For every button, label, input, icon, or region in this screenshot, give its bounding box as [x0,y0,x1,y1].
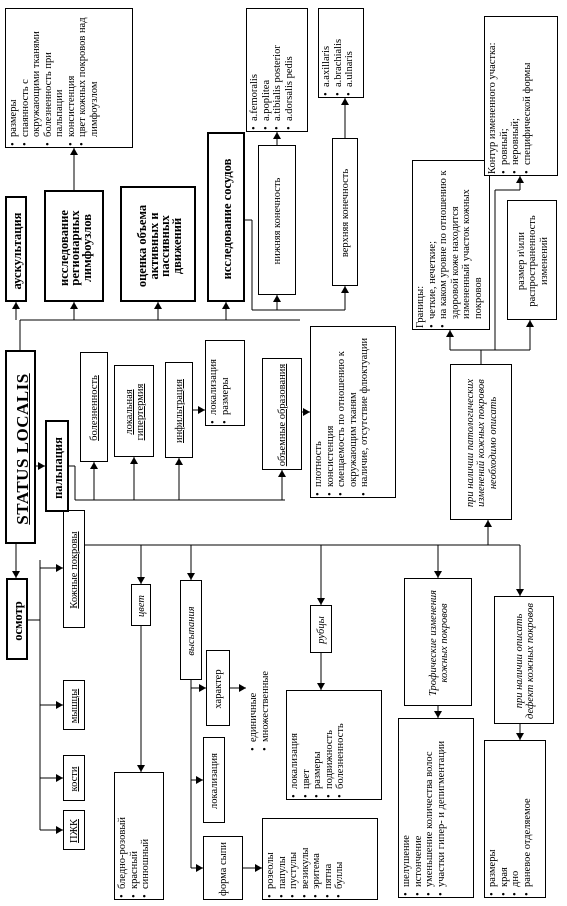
defekt-item: • раневое отделяемое [522,744,534,896]
kharakter-item: • множественные [260,653,272,751]
kharakter-items-box [246,650,284,754]
kharakter-label: характер [213,669,225,709]
nizhnyaya-artery-item: • a.femoralis [249,12,261,130]
forma-items [265,822,346,898]
troficheskie-items-box [398,718,474,898]
nizhnyaya-items-box [246,8,308,132]
limfouzly-item: • цвет кожных покровов над лимфоузлом [77,12,100,146]
troficheskie-label: Трофические изменения кожных покровов [427,589,450,697]
gipertermiya-label: локальная гипертермия [123,383,146,441]
bolez-label: болезненность [89,375,101,441]
troficheskie-box [404,578,472,706]
sosudy-label: исследование сосудов [220,158,235,280]
verkhnyaya-artery-item: • a.brachialis [333,12,345,96]
forma-item: • эритема [311,822,323,898]
vysypaniya-box [180,580,202,680]
rubtsy-item: • размеры [312,694,324,798]
kontur-item: • ровный; [499,20,511,174]
verkhnyaya-items [321,12,356,96]
patologicheskie-box [450,364,512,520]
gipertermiya-box [114,365,154,457]
limfouzly-items [8,12,100,146]
granitsy-item: • четкие, нечеткие; [427,164,439,328]
myshtsy-label: мышцы [69,688,81,724]
sosudy-box [207,132,245,302]
kontur-title: Контур измененного участка: [487,42,498,174]
infiltratsiya-items [208,344,231,424]
bolez-box [80,352,108,462]
limfouzly-item: • консистенция [66,12,78,146]
dvizheniya-label: оценка объема активных и пассивных движений [135,204,184,288]
verkhnyaya-box [332,138,358,286]
infiltratsiya-box [165,362,193,458]
infiltratsiya-item: • размеры [220,344,232,424]
palpatsiya-label: пальпация [51,437,66,499]
nizhnyaya-artery-item: • a.poplitea [261,12,273,130]
forma-box [203,836,243,900]
obemnye-item: • смещаемость по отношению к окружающим тканям [336,330,359,496]
auskultatsiya-label: аускультация [10,212,25,290]
limfouzly-items-box [5,8,133,148]
granitsy-box [412,160,490,330]
tsvet-items-box [114,772,164,900]
kosti-label: кости [69,766,81,792]
obemnye-item: • плотность [313,330,325,496]
defekt-items-box [484,740,546,898]
defekt-label: при наличии описать дефект кожных покровов [513,603,536,719]
tsvet-item: • бледно-розовый [117,776,129,898]
kontur-box [484,16,558,176]
vysypaniya-label: высыпания [186,606,198,656]
obemnye-label: объемные образования [277,363,289,467]
forma-item: • везикулы [300,822,312,898]
skin-box [63,510,85,628]
granitsy-item: • на каком уровне по отношению к здоровой коже находится измененный участок кожных покровов [438,164,484,328]
status-localis-title: STATUS LOCALIS [12,373,32,525]
dvizheniya-box [120,186,196,302]
troficheskie-item: • шелушение [401,722,413,896]
kontur-item: • специфической формы [522,20,534,174]
vys-lokalizatsiya-label: локализация [209,753,221,809]
pzhk-label: ПЖК [69,819,81,843]
defekt-items [487,744,533,896]
patologicheskie-label: при наличии патологических изменений кожных покровов необходимо описать [464,378,499,508]
kharakter-item: • единичные [248,653,260,751]
limfouzly-box [44,190,104,302]
troficheskie-items [401,722,447,896]
rubtsy-items-box [286,690,382,800]
forma-item: • буллы [334,822,346,898]
limfouzly-label: исследование регионарных лимфоузлов [56,210,94,286]
rubtsy-label: рубцы [316,616,328,644]
forma-item: • пустулы [288,822,300,898]
rubtsy-box [310,605,332,653]
rubtsy-item: • цвет [301,694,313,798]
tsvet-item: • красный [129,776,141,898]
infiltratsiya-item: • локализация [208,344,220,424]
rubtsy-item: • локализация [289,694,301,798]
kontur-items [499,20,534,174]
defekt-item: • края [499,744,511,896]
defekt-item: • дно [510,744,522,896]
vys-lokalizatsiya-box [203,737,225,823]
obemnye-item: • консистенция [325,330,337,496]
kontur-item: • неровный; [510,20,522,174]
obemnye-items-box [310,326,396,498]
troficheskie-item: • участки гипер- и депигментации [436,722,448,896]
razmer-label: размер и\или распространенность изменений [515,215,550,307]
granitsy-items [427,164,485,328]
verkhnyaya-artery-item: • a.ulnaris [344,12,356,96]
troficheskie-item: • уменьшение количества волос [424,722,436,896]
obemnye-items [313,330,371,496]
myshtsy-box [63,680,85,730]
nizhnyaya-label: нижняя конечность [272,177,284,265]
kharakter-box [206,650,230,726]
osmotr-box [6,578,28,660]
nizhnyaya-box [258,145,296,295]
obemnye-item: • наличие, отсутствие флюктуации [359,330,371,496]
infiltratsiya-label: инфильтрация [174,379,186,443]
tsvet-label: цвет [136,595,148,617]
nizhnyaya-artery-item: • a.dorsalis pedis [284,12,296,130]
verkhnyaya-artery-item: • a.axillaris [321,12,333,96]
limfouzly-item: • спаянность с окружающими тканями [20,12,43,146]
defekt-box [494,596,554,724]
defekt-item: • размеры [487,744,499,896]
status-localis-box [5,350,36,544]
troficheskie-item: • истончение [413,722,425,896]
rubtsy-items [289,694,347,798]
palpatsiya-box [45,420,69,512]
granitsy-title: Границы: [415,285,426,328]
limfouzly-item: • болезненность при пальпации [43,12,66,146]
kharakter-items [248,653,271,751]
forma-item: • розеолы [265,822,277,898]
nizhnyaya-artery-item: • a.tibialis posterior [272,12,284,130]
verkhnyaya-items-box [318,8,364,98]
obemnye-box [262,358,302,470]
forma-items-box [262,818,378,900]
osmotr-label: осмотр [11,601,26,641]
nizhnyaya-items [249,12,295,130]
forma-label: форма сыпи [218,842,230,896]
skin-label: Кожные покровы [69,531,81,609]
pzhk-box [63,810,85,850]
auskultatsiya-box [5,196,27,302]
rubtsy-item: • болезненность [335,694,347,798]
razmer-box [507,200,557,320]
forma-item: • папулы [277,822,289,898]
tsvet-box [131,584,151,626]
limfouzly-item: • размеры [8,12,20,146]
infiltr-items-box [205,340,245,426]
verkhnyaya-label: верхняя конечность [340,168,352,258]
tsvet-item: • синюшный [140,776,152,898]
rubtsy-item: • подвижность [324,694,336,798]
forma-item: • пятна [323,822,335,898]
kosti-box [63,755,85,801]
tsvet-items [117,776,152,898]
